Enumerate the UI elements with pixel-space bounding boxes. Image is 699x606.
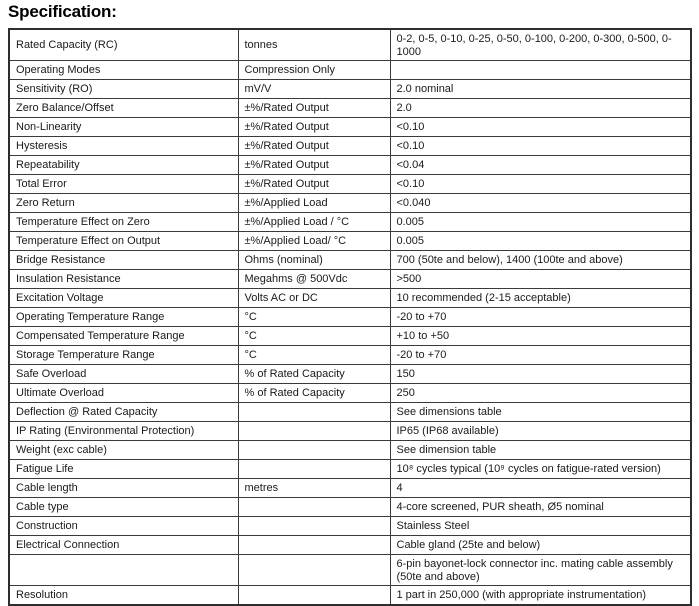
table-row: [9, 80, 691, 99]
cell-parameter: Construction: [9, 517, 238, 536]
cell-units: Megahms @ 500Vdc: [238, 270, 390, 289]
cell-value: See dimensions table: [390, 403, 691, 422]
cell-units: [238, 441, 390, 460]
cell-value: IP65 (IP68 available): [390, 422, 691, 441]
cell-value: >500: [390, 270, 691, 289]
cell-units: ±%/Rated Output: [238, 137, 390, 156]
cell-value: 1 part in 250,000 (with appropriate instrumentation): [390, 586, 691, 606]
table-row: [9, 270, 691, 289]
cell-value: 0.005: [390, 213, 691, 232]
cell-units: °C: [238, 346, 390, 365]
table-row: [9, 156, 691, 175]
cell-parameter: Zero Balance/Offset: [9, 99, 238, 118]
cell-value: 4: [390, 479, 691, 498]
cell-value: 0.005: [390, 232, 691, 251]
table-row: [9, 586, 691, 606]
cell-units: % of Rated Capacity: [238, 384, 390, 403]
table-row: [9, 346, 691, 365]
cell-units: °C: [238, 327, 390, 346]
cell-parameter: Resolution: [9, 586, 238, 606]
cell-parameter: Electrical Connection: [9, 536, 238, 555]
cell-value: 4-core screened, PUR sheath, Ø5 nominal: [390, 498, 691, 517]
table-row: [9, 422, 691, 441]
cell-units: [238, 422, 390, 441]
cell-units: °C: [238, 308, 390, 327]
cell-units: ±%/Applied Load / °C: [238, 213, 390, 232]
cell-value: 0-2, 0-5, 0-10, 0-25, 0-50, 0-100, 0-200, 0-300, 0-500, 0-1000: [390, 29, 691, 61]
cell-units: [238, 460, 390, 479]
table-row: [9, 460, 691, 479]
table-row: [9, 384, 691, 403]
table-row: [9, 194, 691, 213]
cell-value: 2.0 nominal: [390, 80, 691, 99]
cell-value: 700 (50te and below), 1400 (100te and above): [390, 251, 691, 270]
cell-value: -20 to +70: [390, 308, 691, 327]
cell-units: mV/V: [238, 80, 390, 99]
cell-value: 6-pin bayonet-lock connector inc. mating cable assembly (50te and above): [390, 555, 691, 586]
cell-value: <0.04: [390, 156, 691, 175]
table-row: [9, 536, 691, 555]
specification-table: [8, 28, 692, 606]
cell-value: 2.0: [390, 99, 691, 118]
cell-parameter: Operating Modes: [9, 61, 238, 80]
table-row: [9, 61, 691, 80]
cell-value: <0.10: [390, 118, 691, 137]
table-row: [9, 479, 691, 498]
cell-value: [390, 61, 691, 80]
cell-parameter: Safe Overload: [9, 365, 238, 384]
cell-units: [238, 403, 390, 422]
cell-parameter: [9, 555, 238, 586]
cell-units: metres: [238, 479, 390, 498]
table-row: [9, 308, 691, 327]
table-row: [9, 118, 691, 137]
cell-parameter: Insulation Resistance: [9, 270, 238, 289]
cell-parameter: Bridge Resistance: [9, 251, 238, 270]
cell-parameter: Operating Temperature Range: [9, 308, 238, 327]
cell-value: Cable gland (25te and below): [390, 536, 691, 555]
table-row: [9, 29, 691, 61]
cell-parameter: Hysteresis: [9, 137, 238, 156]
cell-value: 10⁸ cycles typical (10⁹ cycles on fatigue-rated version): [390, 460, 691, 479]
cell-value: <0.10: [390, 137, 691, 156]
spec-table-body: [9, 29, 691, 605]
cell-value: 10 recommended (2-15 acceptable): [390, 289, 691, 308]
cell-value: <0.040: [390, 194, 691, 213]
cell-value: Stainless Steel: [390, 517, 691, 536]
table-row: [9, 232, 691, 251]
cell-units: ±%/Applied Load: [238, 194, 390, 213]
cell-units: ±%/Rated Output: [238, 175, 390, 194]
cell-units: ±%/Rated Output: [238, 99, 390, 118]
table-row: [9, 441, 691, 460]
page-title: Specification:: [8, 2, 117, 21]
cell-parameter: Fatigue Life: [9, 460, 238, 479]
cell-parameter: Temperature Effect on Zero: [9, 213, 238, 232]
cell-parameter: IP Rating (Environmental Protection): [9, 422, 238, 441]
cell-units: tonnes: [238, 29, 390, 61]
table-row: [9, 99, 691, 118]
cell-units: [238, 536, 390, 555]
cell-parameter: Repeatability: [9, 156, 238, 175]
cell-value: <0.10: [390, 175, 691, 194]
cell-units: ±%/Rated Output: [238, 156, 390, 175]
cell-parameter: Deflection @ Rated Capacity: [9, 403, 238, 422]
cell-parameter: Compensated Temperature Range: [9, 327, 238, 346]
table-row: [9, 289, 691, 308]
table-row: [9, 251, 691, 270]
cell-units: % of Rated Capacity: [238, 365, 390, 384]
cell-parameter: Zero Return: [9, 194, 238, 213]
cell-parameter: Weight (exc cable): [9, 441, 238, 460]
cell-units: [238, 586, 390, 606]
cell-value: -20 to +70: [390, 346, 691, 365]
table-row: [9, 498, 691, 517]
cell-parameter: Cable type: [9, 498, 238, 517]
cell-parameter: Storage Temperature Range: [9, 346, 238, 365]
cell-parameter: Total Error: [9, 175, 238, 194]
cell-parameter: Ultimate Overload: [9, 384, 238, 403]
cell-value: 250: [390, 384, 691, 403]
table-row: [9, 175, 691, 194]
cell-units: ±%/Rated Output: [238, 118, 390, 137]
table-row: [9, 517, 691, 536]
table-row: [9, 137, 691, 156]
cell-units: Compression Only: [238, 61, 390, 80]
table-row: [9, 365, 691, 384]
cell-value: 150: [390, 365, 691, 384]
cell-units: ±%/Applied Load/ °C: [238, 232, 390, 251]
cell-parameter: Cable length: [9, 479, 238, 498]
cell-units: Volts AC or DC: [238, 289, 390, 308]
cell-parameter: Rated Capacity (RC): [9, 29, 238, 61]
cell-parameter: Non-Linearity: [9, 118, 238, 137]
table-row: [9, 213, 691, 232]
table-row: [9, 403, 691, 422]
cell-units: [238, 555, 390, 586]
cell-units: [238, 498, 390, 517]
cell-parameter: Excitation Voltage: [9, 289, 238, 308]
cell-value: +10 to +50: [390, 327, 691, 346]
cell-units: Ohms (nominal): [238, 251, 390, 270]
cell-parameter: Sensitivity (RO): [9, 80, 238, 99]
cell-parameter: Temperature Effect on Output: [9, 232, 238, 251]
table-row: [9, 555, 691, 586]
cell-units: [238, 517, 390, 536]
table-row: [9, 327, 691, 346]
cell-value: See dimension table: [390, 441, 691, 460]
